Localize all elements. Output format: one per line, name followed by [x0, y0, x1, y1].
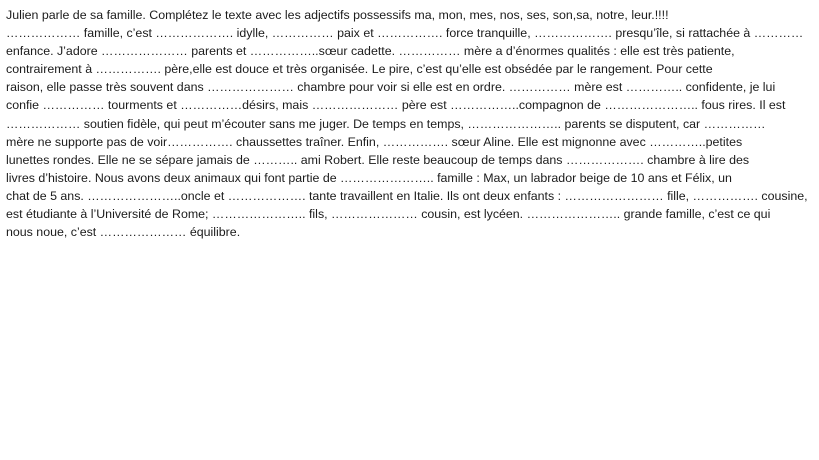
text-line: mère ne supporte pas de voir……………. chaussettes traîner. Enfin, ……………. sœur Aline. Elle est mignonne avec …………..petites: [6, 134, 743, 149]
text-line: ……………… soutien fidèle, qui peut m’écouter sans me juger. De temps en temps, ………………….. parents se disputent, car ……………: [6, 116, 766, 131]
text-line: confie …………… tourments et ……………désirs, mais ………………… père est ……………..compagnon de ………………….. fous rires. Il est: [6, 98, 786, 113]
text-line: contrairement à ……………. père,elle est douce et très organisée. Le pire, c’est qu’elle est obsédée par le rangement. Pour cette: [6, 62, 713, 77]
instruction-line: Julien parle de sa famille. Complétez le texte avec les adjectifs possessifs ma, mon, mes, nos, ses, son,sa, notre, leur.!!!!: [6, 8, 669, 22]
text-line: est étudiante à l’Université de Rome; ………………….. fils, ………………… cousin, est lycéen. ………………….. grande famille, c’est ce qui: [6, 207, 771, 222]
text-line: nous noue, c’est ………………… équilibre.: [6, 225, 241, 240]
exercise-text: [6, 6, 806, 241]
text-line: lunettes rondes. Elle ne se sépare jamais de ……….. ami Robert. Elle reste beaucoup de temps dans ………………. chambre à lire des: [6, 152, 750, 167]
text-line: livres d’histoire. Nous avons deux animaux qui font partie de ………………….. famille : Max, un labrador beige de 10 ans et Félix, un: [6, 170, 732, 185]
text-line: chat de 5 ans. …………………..oncle et ………………. tante travaillent en Italie. Ils ont deux enfants : …………………… fille, ……………. cousine,: [6, 188, 808, 203]
text-line: ……………… famille, c’est ………………. idylle, …………… paix et ……………. force tranquille, ………………. presqu’île, si rattachée à …………: [6, 26, 804, 41]
text-line: enfance. J’adore ………………… parents et ……………..sœur cadette. …………… mère a d’énormes qualités : elle est très patiente,: [6, 44, 735, 59]
text-line: raison, elle passe très souvent dans ………………… chambre pour voir si elle est en ordre. …………… mère est ………….. confidente, je lui: [6, 80, 776, 95]
